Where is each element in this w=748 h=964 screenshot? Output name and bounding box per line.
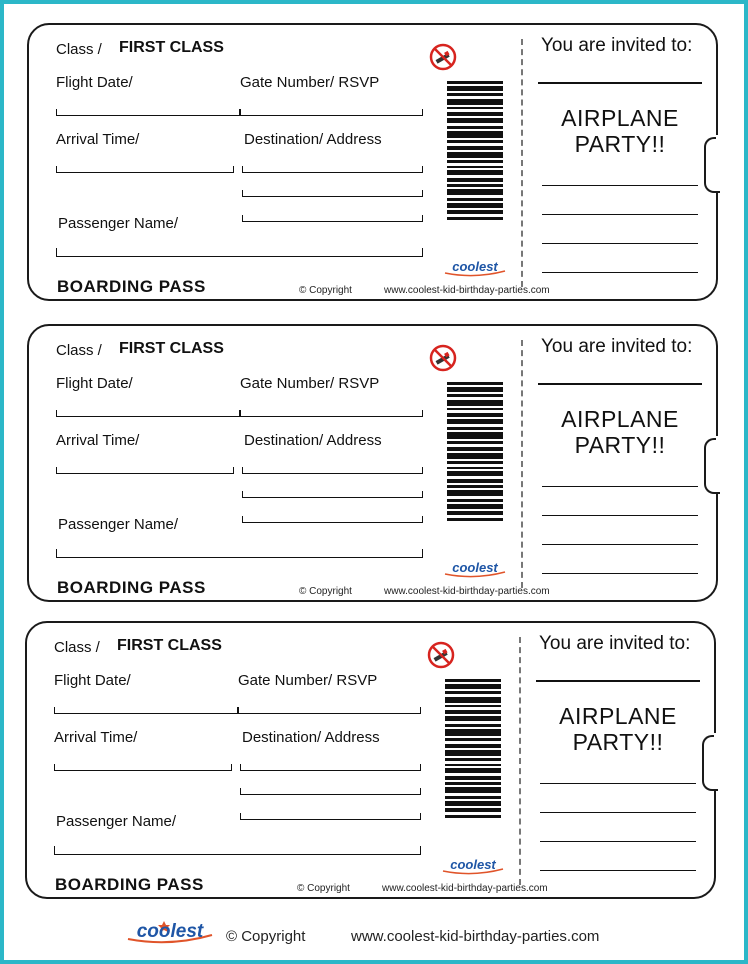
invited-heading: You are invited to: (541, 336, 693, 357)
barcode-bar (445, 738, 501, 741)
gate-number-field[interactable] (240, 410, 423, 417)
barcode-bar (445, 684, 501, 689)
arrival-time-field[interactable] (56, 166, 234, 173)
invited-heading: You are invited to: (541, 35, 693, 56)
passenger-name-field[interactable] (56, 248, 423, 257)
barcode-bar (447, 131, 503, 138)
barcode-bar (445, 808, 501, 812)
copyright-text: © Copyright (299, 285, 352, 296)
barcode-bar (447, 126, 503, 129)
barcode-bar (447, 112, 503, 116)
barcode-bar (445, 764, 501, 766)
arrival-time-label: Arrival Time/ (54, 729, 138, 746)
arrival-time-field[interactable] (56, 467, 234, 474)
passenger-name-label: Passenger Name/ (56, 813, 177, 830)
barcode-bar (447, 189, 503, 195)
passenger-name-label: Passenger Name/ (58, 215, 179, 232)
barcode-bar (447, 387, 503, 392)
party-title (536, 703, 700, 755)
detail-line-2[interactable] (542, 214, 698, 215)
gate-number-label: Gate Number/ RSVP (240, 375, 380, 392)
destination-field-3[interactable] (240, 813, 421, 820)
coolest-logo-text: coolest (450, 857, 496, 872)
barcode-bar (445, 782, 501, 785)
barcode-bar (447, 447, 503, 451)
barcode-bar (447, 432, 503, 439)
website-text: www.coolest-kid-birthday-parties.com (384, 285, 550, 296)
class-label: Class / (54, 639, 100, 656)
boarding-pass-title: BOARDING PASS (55, 875, 204, 894)
arrival-time-field[interactable] (54, 764, 232, 771)
copyright-text: © Copyright (299, 586, 352, 597)
footer-copyright: © Copyright (226, 928, 306, 945)
class-value: FIRST CLASS (117, 637, 222, 654)
barcode-bar (445, 787, 501, 793)
barcode-bar (445, 697, 501, 703)
barcode-bar (447, 441, 503, 444)
arrival-time-label: Arrival Time/ (56, 131, 140, 148)
barcode-bar (445, 801, 501, 806)
footer-logo-text: coolest (136, 921, 204, 942)
detail-line-3[interactable] (542, 544, 698, 545)
destination-field-2[interactable] (240, 788, 421, 795)
destination-field-2[interactable] (242, 491, 423, 498)
coolest-logo-text: coolest (452, 259, 498, 274)
barcode-bar (447, 203, 503, 208)
barcode-bar (447, 461, 503, 464)
detail-line-1[interactable] (542, 486, 698, 487)
destination-field-2[interactable] (242, 190, 423, 197)
barcode-bar (445, 776, 501, 780)
flight-date-field[interactable] (56, 410, 240, 417)
barcode-bar (447, 99, 503, 105)
party-title-line-1: AIRPLANE (559, 703, 677, 729)
barcode-bar (447, 427, 503, 430)
party-title-line-2: PARTY!! (574, 131, 666, 157)
barcode-bar (447, 81, 503, 84)
footer-website: www.coolest-kid-birthday-parties.com (351, 928, 600, 945)
passenger-name-label: Passenger Name/ (58, 516, 179, 533)
barcode-bar (445, 758, 501, 761)
party-title-line-2: PARTY!! (572, 729, 664, 755)
website-text: www.coolest-kid-birthday-parties.com (384, 586, 550, 597)
barcode-bar (447, 471, 503, 476)
barcode-bar (447, 217, 503, 220)
barcode-bar (447, 160, 503, 163)
barcode-bar (447, 394, 503, 397)
detail-line-1[interactable] (540, 783, 696, 784)
class-value: FIRST CLASS (119, 340, 224, 357)
flight-date-label: Flight Date/ (54, 672, 131, 689)
detail-line-2[interactable] (540, 812, 696, 813)
barcode-bar (447, 146, 503, 150)
destination-field-1[interactable] (242, 467, 423, 474)
barcode-bar (447, 479, 503, 483)
boarding-pass-ticket (25, 621, 716, 899)
detail-line-3[interactable] (542, 243, 698, 244)
barcode (447, 81, 503, 261)
passenger-name-field[interactable] (56, 549, 423, 558)
boarding-pass-ticket (27, 23, 718, 301)
flight-date-field[interactable] (56, 109, 240, 116)
passenger-name-field[interactable] (54, 846, 421, 855)
invited-name-line[interactable] (538, 82, 702, 84)
boarding-pass-title: BOARDING PASS (57, 277, 206, 296)
barcode-bar (445, 729, 501, 736)
detail-line-3[interactable] (540, 841, 696, 842)
barcode-bar (447, 518, 503, 521)
destination-field-3[interactable] (242, 516, 423, 523)
no-smoking-icon (429, 344, 457, 372)
coolest-logo-text: coolest (452, 560, 498, 575)
barcode-bar (447, 413, 503, 417)
footer-coolest-logo (124, 917, 216, 947)
barcode-bar (447, 86, 503, 91)
flight-date-label: Flight Date/ (56, 74, 133, 91)
barcode-bar (445, 710, 501, 714)
class-label: Class / (56, 342, 102, 359)
party-title (538, 406, 702, 458)
barcode (447, 382, 503, 562)
coolest-logo (441, 259, 509, 277)
detail-line-4[interactable] (542, 272, 698, 273)
website-text: www.coolest-kid-birthday-parties.com (382, 883, 548, 894)
barcode-bar (445, 815, 501, 818)
barcode-bar (447, 210, 503, 214)
barcode-bar (447, 107, 503, 109)
no-smoking-icon (427, 641, 455, 669)
barcode-bar (447, 467, 503, 469)
arrival-time-label: Arrival Time/ (56, 432, 140, 449)
barcode-bar (447, 504, 503, 509)
gate-number-field[interactable] (238, 707, 421, 714)
detail-line-4[interactable] (540, 870, 696, 871)
barcode-bar (447, 400, 503, 406)
destination-label: Destination/ Address (244, 131, 382, 148)
copyright-text: © Copyright (297, 883, 350, 894)
flight-date-field[interactable] (54, 707, 238, 714)
party-title (538, 105, 702, 157)
barcode-bar (445, 750, 501, 756)
barcode-bar (445, 768, 501, 773)
barcode-bar (447, 499, 503, 502)
detail-line-4[interactable] (542, 573, 698, 574)
barcode-bar (445, 744, 501, 748)
destination-field-3[interactable] (242, 215, 423, 222)
barcode-bar (447, 382, 503, 385)
barcode-bar (445, 691, 501, 694)
destination-field-1[interactable] (242, 166, 423, 173)
invited-heading: You are invited to: (539, 633, 691, 654)
gate-number-field[interactable] (240, 109, 423, 116)
boarding-pass-ticket (27, 324, 718, 602)
invited-name-line[interactable] (536, 680, 700, 682)
barcode-bar (445, 796, 501, 799)
perforation-line (519, 637, 521, 885)
barcode-bar (447, 178, 503, 182)
class-value: FIRST CLASS (119, 39, 224, 56)
barcode-bar (447, 198, 503, 201)
barcode-bar (447, 453, 503, 459)
detail-line-1[interactable] (542, 185, 698, 186)
barcode-bar (447, 166, 503, 168)
ticket-notch-cover (716, 135, 722, 191)
gate-number-label: Gate Number/ RSVP (240, 74, 380, 91)
barcode-bar (447, 408, 503, 410)
boarding-pass-title: BOARDING PASS (57, 578, 206, 597)
perforation-line (521, 340, 523, 588)
barcode (445, 679, 501, 859)
barcode-bar (447, 490, 503, 496)
barcode-bar (447, 152, 503, 158)
destination-label: Destination/ Address (244, 432, 382, 449)
ticket-notch-cover (716, 436, 722, 492)
barcode-bar (445, 679, 501, 682)
barcode-bar (447, 511, 503, 515)
no-smoking-icon (429, 43, 457, 71)
party-title-line-1: AIRPLANE (561, 406, 679, 432)
barcode-bar (447, 170, 503, 175)
class-label: Class / (56, 41, 102, 58)
barcode-bar (447, 140, 503, 143)
barcode-bar (447, 184, 503, 187)
barcode-bar (447, 93, 503, 96)
party-title-line-1: AIRPLANE (561, 105, 679, 131)
barcode-bar (445, 716, 501, 721)
barcode-bar (445, 724, 501, 727)
barcode-bar (447, 118, 503, 123)
gate-number-label: Gate Number/ RSVP (238, 672, 378, 689)
destination-field-1[interactable] (240, 764, 421, 771)
invited-name-line[interactable] (538, 383, 702, 385)
barcode-bar (445, 705, 501, 707)
ticket-notch-cover (714, 733, 720, 789)
destination-label: Destination/ Address (242, 729, 380, 746)
detail-line-2[interactable] (542, 515, 698, 516)
perforation-line (521, 39, 523, 287)
party-title-line-2: PARTY!! (574, 432, 666, 458)
flight-date-label: Flight Date/ (56, 375, 133, 392)
barcode-bar (447, 419, 503, 424)
barcode-bar (447, 485, 503, 488)
coolest-logo (441, 560, 509, 578)
coolest-logo (439, 857, 507, 875)
